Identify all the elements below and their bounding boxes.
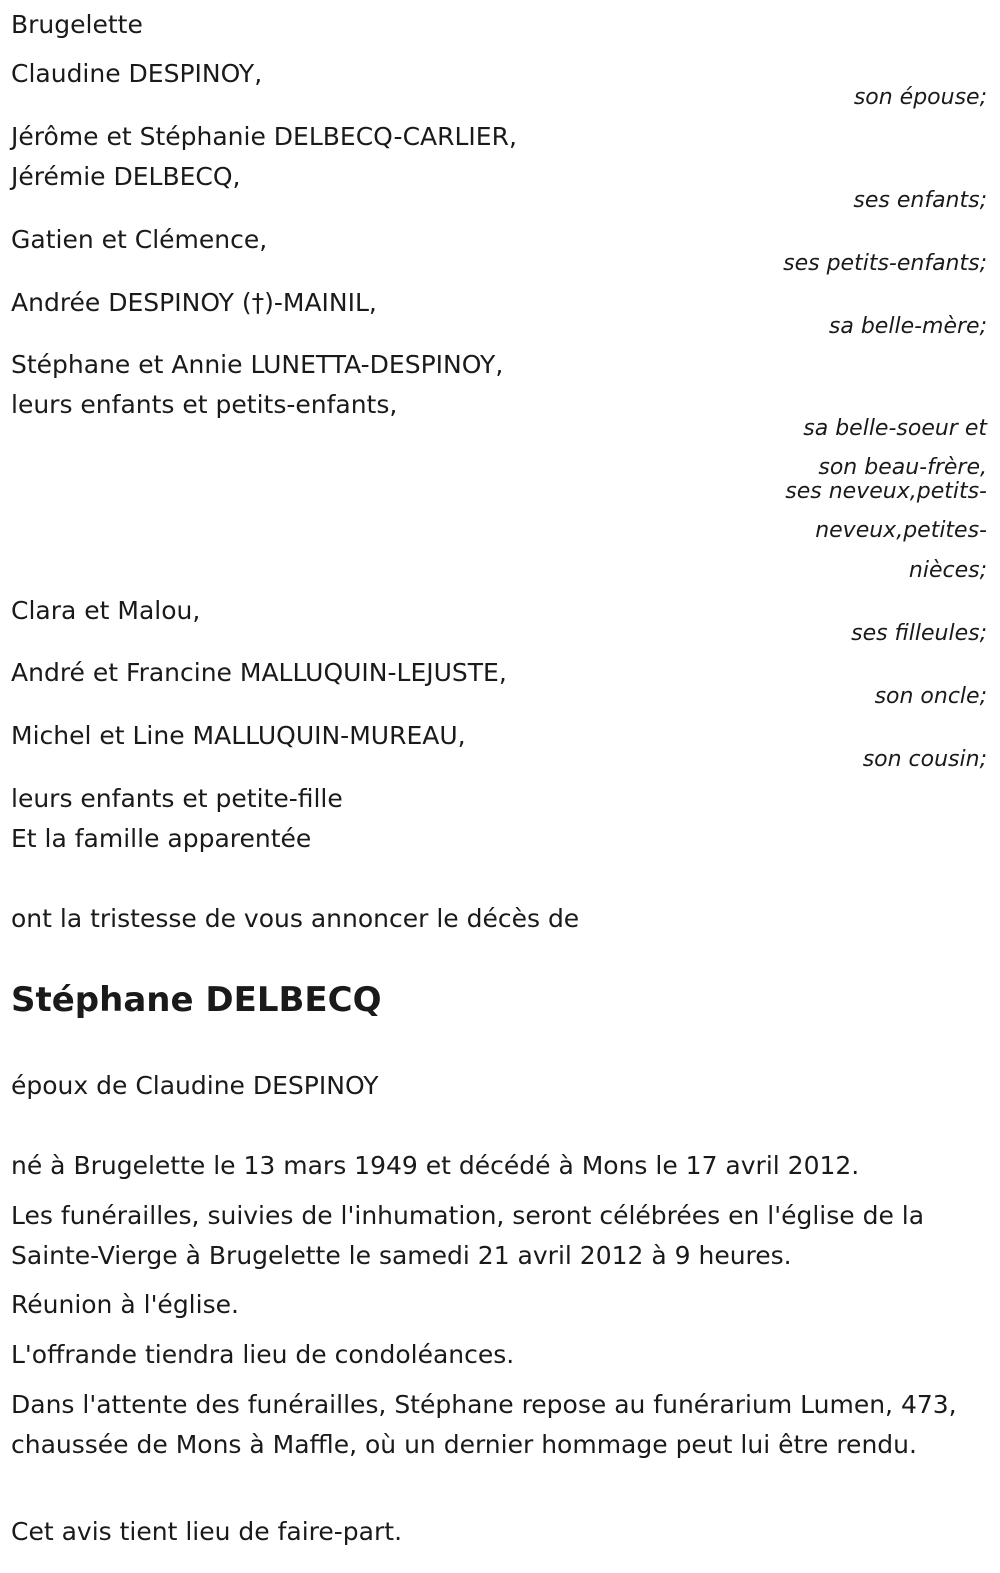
relation-label: ses enfants; xyxy=(853,188,987,213)
relation-label: ses petits-enfants; xyxy=(783,251,987,276)
spouse-line: époux de Claudine DESPINOY xyxy=(11,1071,379,1100)
family-member-line: André et Francine MALLUQUIN-LEJUSTE, xyxy=(11,658,507,687)
deceased-name: Stéphane DELBECQ xyxy=(11,980,382,1020)
relation-label: son beau-frère, xyxy=(818,455,987,480)
relation-label: son oncle; xyxy=(874,684,987,709)
family-member-line: Andrée DESPINOY (†)-MAINIL, xyxy=(11,288,377,317)
family-member-line: Gatien et Clémence, xyxy=(11,225,268,254)
relation-label: ses neveux,petits- xyxy=(785,479,987,504)
funerarium-paragraph: Dans l'attente des funérailles, Stéphane repose au funérarium Lumen, 473, chaussée de Mons à Maffle, où un dernier hommage peut lui être rendu. xyxy=(11,1390,957,1459)
relation-label: neveux,petites- xyxy=(815,518,987,543)
relation-label: son épouse; xyxy=(853,85,987,110)
funeral-paragraph: Les funérailles, suivies de l'inhumation, seront célébrées en l'église de la Sainte-Vierge à Brugelette le samedi 21 avril 2012 à 9 heures. xyxy=(11,1201,925,1270)
family-member-line: Et la famille apparentée xyxy=(11,824,312,853)
family-member-line: leurs enfants et petite-fille xyxy=(11,784,343,813)
offering-line: L'offrande tiendra lieu de condoléances. xyxy=(11,1340,515,1369)
family-member-line: Jérémie DELBECQ, xyxy=(11,162,241,191)
meeting-line: Réunion à l'église. xyxy=(11,1290,239,1319)
relation-label: sa belle-mère; xyxy=(828,314,987,339)
relation-label: sa belle-soeur et xyxy=(803,416,987,441)
notice-line: Cet avis tient lieu de faire-part. xyxy=(11,1517,403,1546)
city-line: Brugelette xyxy=(11,10,143,39)
family-member-line: leurs enfants et petits-enfants, xyxy=(11,390,398,419)
family-member-line: Clara et Malou, xyxy=(11,596,201,625)
relation-label: ses filleules; xyxy=(851,621,987,646)
family-member-line: Jérôme et Stéphanie DELBECQ-CARLIER, xyxy=(11,122,517,151)
family-member-line: Stéphane et Annie LUNETTA-DESPINOY, xyxy=(11,350,504,379)
family-member-line: Michel et Line MALLUQUIN-MUREAU, xyxy=(11,721,466,750)
birth-death-line: né à Brugelette le 13 mars 1949 et décédé à Mons le 17 avril 2012. xyxy=(11,1151,860,1180)
relation-label: nièces; xyxy=(908,558,987,583)
announcement-intro: ont la tristesse de vous annoncer le décès de xyxy=(11,904,580,933)
relation-label: son cousin; xyxy=(862,747,987,772)
family-member-line: Claudine DESPINOY, xyxy=(11,59,263,88)
